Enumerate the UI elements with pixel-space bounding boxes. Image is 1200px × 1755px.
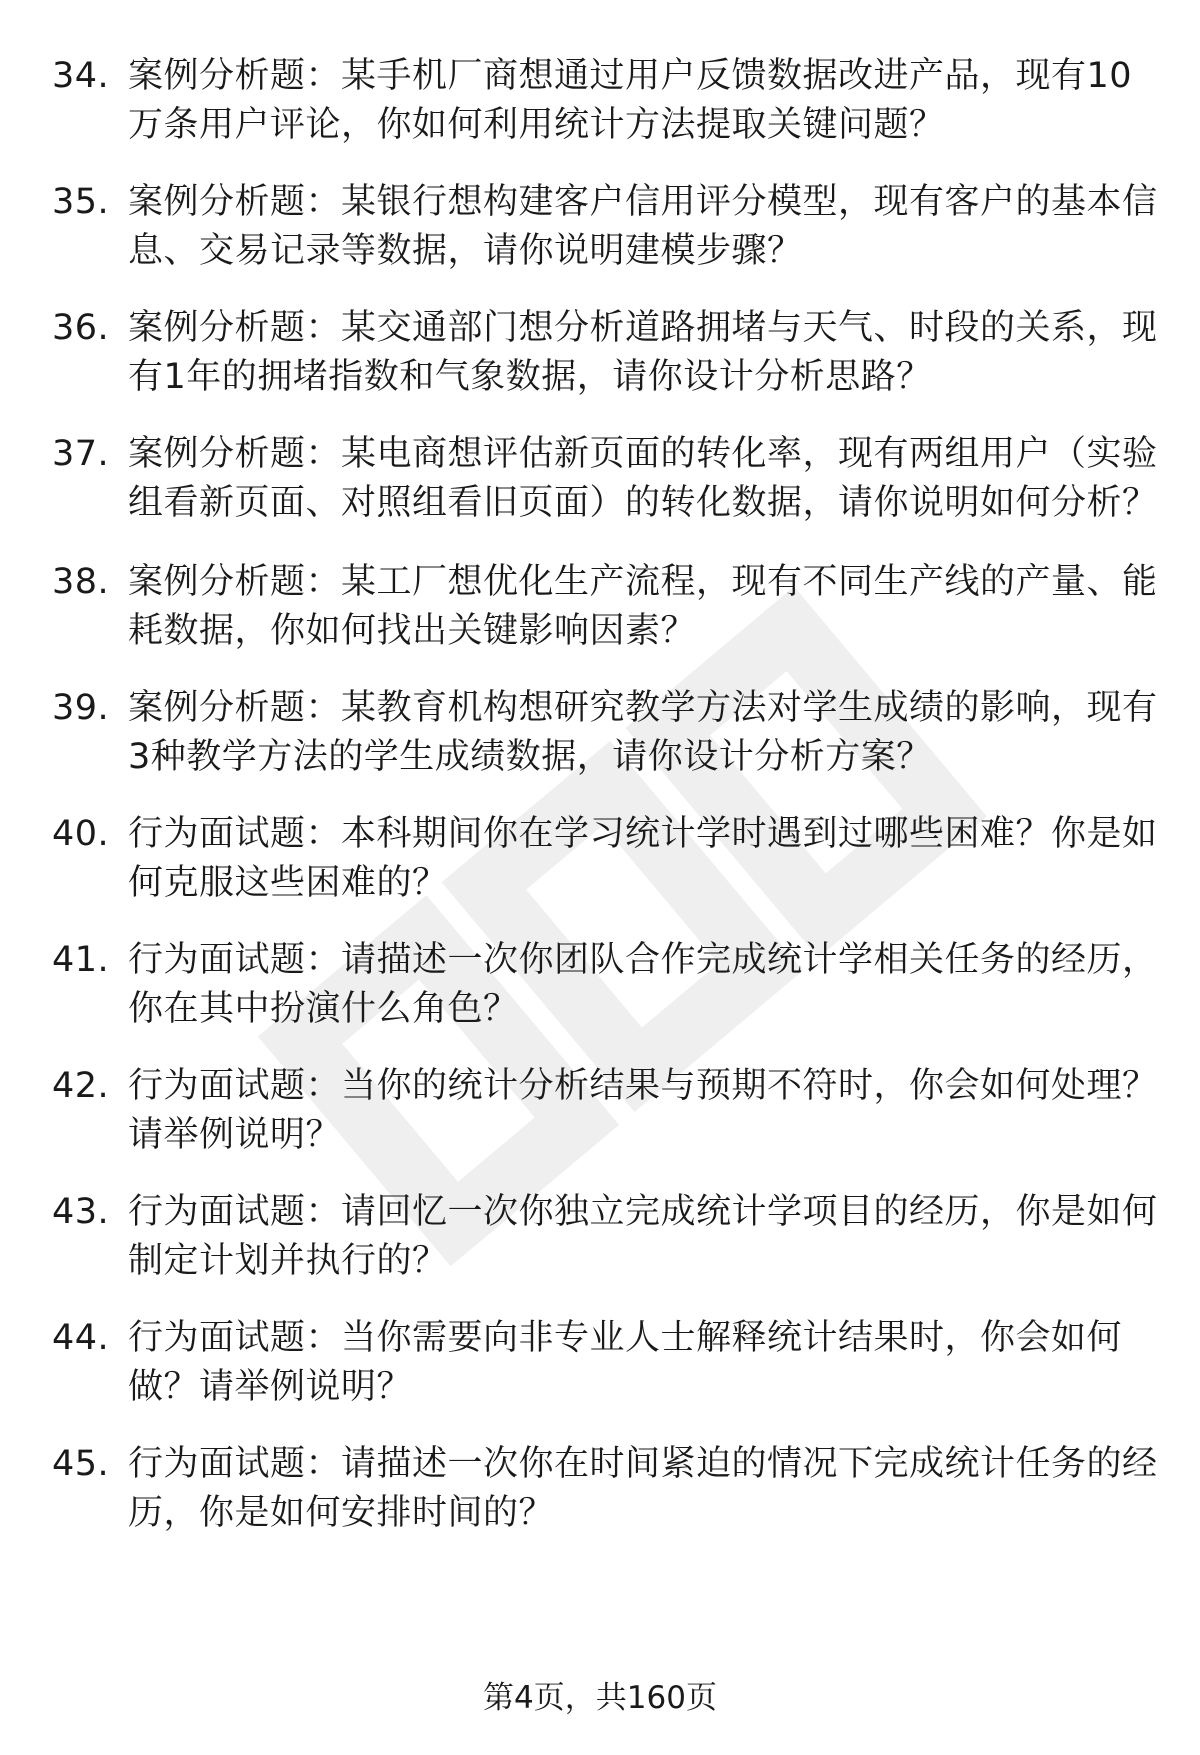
- question-item: [0, 304, 1200, 402]
- question-text: 案例分析题：某教育机构想研究教学方法对学生成绩的影响，现有3种教学方法的学生成绩数据，请你设计分析方案？: [128, 688, 1158, 777]
- question-number: 42.: [52, 1066, 110, 1106]
- question-item: [0, 1062, 1200, 1160]
- question-item: [0, 430, 1200, 528]
- question-item: [0, 1188, 1200, 1286]
- question-number: 40.: [52, 814, 110, 854]
- question-text: 行为面试题：请描述一次你团队合作完成统计学相关任务的经历，你在其中扮演什么角色？: [128, 940, 1158, 1029]
- question-number: 35.: [52, 182, 110, 222]
- question-text: 案例分析题：某电商想评估新页面的转化率，现有两组用户（实验组看新页面、对照组看旧页面）的转化数据，请你说明如何分析？: [128, 434, 1158, 523]
- question-text: 行为面试题：本科期间你在学习统计学时遇到过哪些困难？你是如何克服这些困难的？: [128, 814, 1158, 903]
- question-item: [0, 1314, 1200, 1412]
- question-number: 38.: [52, 562, 110, 602]
- question-text: 行为面试题：请描述一次你在时间紧迫的情况下完成统计任务的经历，你是如何安排时间的？: [128, 1444, 1158, 1533]
- question-text: 案例分析题：某银行想构建客户信用评分模型，现有客户的基本信息、交易记录等数据，请你说明建模步骤？: [128, 182, 1158, 271]
- question-text: 行为面试题：请回忆一次你独立完成统计学项目的经历，你是如何制定计划并执行的？: [128, 1192, 1158, 1281]
- question-text: 案例分析题：某交通部门想分析道路拥堵与天气、时段的关系，现有1年的拥堵指数和气象数据，请你设计分析思路？: [128, 308, 1158, 397]
- question-text: 案例分析题：某手机厂商想通过用户反馈数据改进产品，现有10万条用户评论，你如何利用统计方法提取关键问题？: [128, 56, 1133, 145]
- question-item: [0, 936, 1200, 1034]
- question-number: 43.: [52, 1192, 110, 1232]
- question-item: [0, 558, 1200, 656]
- question-number: 45.: [52, 1444, 110, 1484]
- question-item: [0, 1440, 1200, 1538]
- question-number: 37.: [52, 434, 110, 474]
- question-number: 36.: [52, 308, 110, 348]
- question-text: 行为面试题：当你需要向非专业人士解释统计结果时，你会如何做？请举例说明？: [128, 1318, 1123, 1407]
- question-number: 39.: [52, 688, 110, 728]
- question-text: 案例分析题：某工厂想优化生产流程，现有不同生产线的产量、能耗数据，你如何找出关键影响因素？: [128, 562, 1158, 651]
- question-list: [0, 52, 1200, 1566]
- question-item: [0, 52, 1200, 150]
- question-text: 行为面试题：当你的统计分析结果与预期不符时，你会如何处理？请举例说明？: [128, 1066, 1158, 1155]
- question-item: [0, 178, 1200, 276]
- page-number-footer: 第4页，共160页: [483, 1680, 717, 1716]
- question-number: 34.: [52, 56, 110, 96]
- question-item: [0, 810, 1200, 908]
- question-number: 41.: [52, 940, 110, 980]
- question-item: [0, 684, 1200, 782]
- question-number: 44.: [52, 1318, 110, 1358]
